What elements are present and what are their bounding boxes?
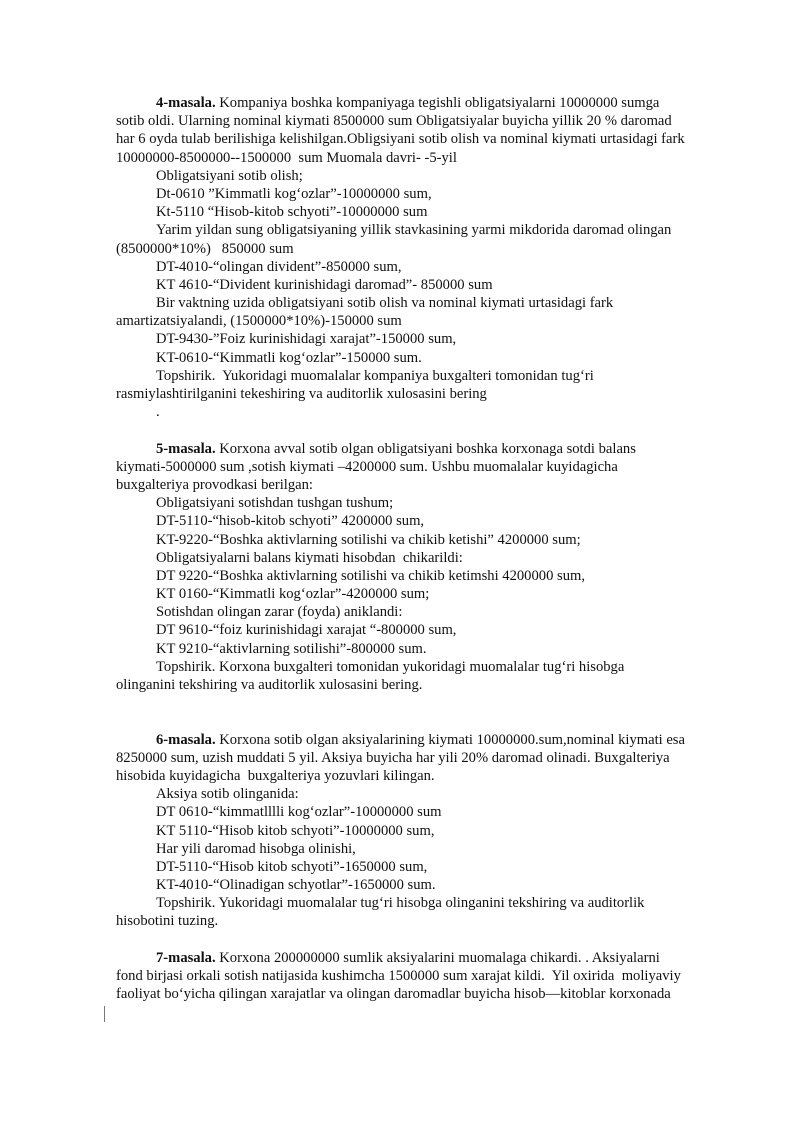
text-line (116, 349, 746, 367)
line-text: Bir vaktning uzida obligatsiyani sotib olish va nominal kiymati urtasidagi fark (156, 295, 614, 312)
text-line (116, 967, 746, 985)
line-text: KT 5110-“Hisob kitob schyoti”-10000000 sum, (156, 822, 435, 839)
line-text: DT 9610-“foiz kurinishidagi xarajat “-800000 sum, (156, 622, 457, 639)
line-text: KT-9220-“Boshka aktivlarning sotilishi va chikib ketishi” 4200000 sum; (156, 531, 581, 548)
problem-heading: 5-masala. (156, 440, 216, 457)
text-line (116, 185, 746, 203)
text-line (116, 531, 746, 549)
document-body (116, 94, 746, 1003)
line-text: Topshirik. Korxona buxgalteri tomonidan yukoridagi muomalalar tug‘ri hisobga (156, 658, 625, 675)
line-text: Kt-5110 “Hisob-kitob schyoti”-10000000 sum (156, 204, 428, 221)
line-text: olinganini tekshiring va auditorlik xulosasini bering. (116, 677, 423, 693)
text-line (116, 567, 746, 585)
line-text: Obligatsiyani sotishdan tushgan tushum; (156, 495, 394, 512)
line-text: Yarim yildan sung obligatsiyaning yillik stavkasining yarmi mikdorida daromad olingan (156, 222, 672, 239)
text-line (116, 749, 746, 767)
text-line (116, 858, 746, 876)
line-text: (8500000*10%) 850000 sum (116, 240, 294, 257)
line-text: Topshirik. Yukoridagi muomalalar kompaniya buxgalteri tomonidan tug‘ri (156, 367, 594, 384)
problem-heading: 7-masala. (156, 949, 216, 966)
line-text: DT 9220-“Boshka aktivlarning sotilishi va chikib ketimshi 4200000 sum, (156, 567, 585, 584)
line-text: Topshirik. Yukoridagi muomalalar tug‘ri hisobga olinganini tekshiring va auditorlik (156, 895, 645, 912)
line-text: Korxona avval sotib olgan obligatsiyani boshka korxonaga sotdi balans (215, 440, 636, 457)
text-line (116, 494, 746, 512)
line-text: Korxona sotib olgan aksiyalarining kiymati 10000000.sum,nominal kiymati esa (215, 731, 685, 748)
text-line (116, 585, 746, 603)
text-line (116, 312, 746, 330)
text-line (116, 149, 746, 167)
text-line (116, 731, 746, 749)
line-text: KT 4610-“Divident kurinishidagi daromad”- 850000 sum (156, 276, 493, 293)
blank-line (116, 694, 746, 730)
text-line (116, 949, 746, 967)
text-line (116, 840, 746, 858)
line-text: har 6 oyda tulab berilishiga kelishilgan.Obligsiyani sotib olish va nominal kiymati urtasidagi fark (116, 131, 685, 148)
text-line (116, 476, 746, 494)
text-line (116, 458, 746, 476)
line-text: DT-5110-“hisob-kitob schyoti” 4200000 sum, (156, 513, 425, 530)
line-text: hisobida kuyidagicha buxgalteriya yozuvlari kilingan. (116, 767, 435, 784)
line-text: Kompaniya boshka kompaniyaga tegishli obligatsiyalarni 10000000 sumga (215, 95, 660, 111)
text-line (116, 767, 746, 785)
line-text: hisobotini tuzing. (116, 913, 219, 930)
line-text: Aksiya sotib olinganida: (156, 786, 299, 803)
text-line (116, 112, 746, 130)
line-text: kiymati-5000000 sum ,sotish kiymati –4200000 sum. Ushbu muomalalar kuyidagicha (116, 458, 618, 475)
line-text: Obligatsiyani sotib olish; (156, 167, 303, 184)
text-line (116, 912, 746, 930)
line-text: buxgalteriya provodkasi berilgan: (116, 476, 313, 493)
text-line (116, 367, 746, 385)
line-text: Sotishdan olingan zarar (foyda) aniklandi: (156, 604, 403, 621)
text-line (116, 221, 746, 239)
line-text: Korxona 200000000 sumlik aksiyalarini muomalaga chikardi. . Aksiyalarni (215, 949, 660, 966)
text-line (116, 603, 746, 621)
line-text: KT 0160-“Kimmatli kog‘ozlar”-4200000 sum; (156, 586, 430, 603)
text-line (116, 94, 746, 112)
problem-heading: 4-masala. (156, 95, 216, 111)
blank-line (116, 421, 746, 439)
text-line (116, 130, 746, 148)
text-line (116, 385, 746, 403)
text-line (116, 240, 746, 258)
text-line (116, 894, 746, 912)
text-line (116, 676, 746, 694)
line-text: DT-5110-“Hisob kitob schyoti”-1650000 sum, (156, 858, 428, 875)
text-line (116, 167, 746, 185)
text-line (116, 276, 746, 294)
text-line (116, 440, 746, 458)
line-text: Har yili daromad hisobga olinishi, (156, 840, 356, 857)
text-line (116, 258, 746, 276)
line-text: amartizatsiyalandi, (1500000*10%)-150000 sum (116, 313, 402, 330)
line-text: KT-0610-“Kimmatli kog‘ozlar”-150000 sum. (156, 349, 422, 366)
change-bar (104, 1006, 105, 1022)
text-line (116, 621, 746, 639)
text-line (116, 294, 746, 312)
line-text: DT-4010-“olingan divident”-850000 sum, (156, 258, 402, 275)
line-text: 10000000-8500000--1500000 sum Muomala davri- -5-yil (116, 149, 457, 166)
text-line (116, 803, 746, 821)
text-line (116, 876, 746, 894)
text-line (116, 512, 746, 530)
line-text: . (156, 404, 160, 421)
text-line (116, 985, 746, 1003)
text-line (116, 785, 746, 803)
text-line (116, 330, 746, 348)
line-text: 8250000 sum, uzish muddati 5 yil. Aksiya buyicha har yili 20% daromad olinadi. Buxgalteriya (116, 749, 670, 766)
line-text: sotib oldi. Ularning nominal kiymati 8500000 sum Obligatsiyalar buyicha yillik 20 % daromad (116, 113, 672, 130)
line-text: fond birjasi orkali sotish natijasida kushimcha 1500000 sum xarajat kildi. Yil oxirida moliyaviy (116, 968, 681, 985)
text-line (116, 658, 746, 676)
line-text: KT 9210-“aktivlarning sotilishi”-800000 sum. (156, 640, 427, 657)
line-text: Obligatsiyalarni balans kiymati hisobdan chikarildi: (156, 549, 463, 566)
line-text: DT 0610-“kimmatlllli kog‘ozlar”-10000000 sum (156, 804, 442, 821)
problem-heading: 6-masala. (156, 731, 216, 748)
text-line (116, 203, 746, 221)
text-line (116, 822, 746, 840)
text-line (116, 549, 746, 567)
text-line (116, 640, 746, 658)
line-text: Dt-0610 ”Kimmatli kog‘ozlar”-10000000 sum, (156, 185, 432, 202)
line-text: DT-9430-”Foiz kurinishidagi xarajat”-150000 sum, (156, 331, 457, 348)
line-text: KT-4010-“Olinadigan schyotlar”-1650000 sum. (156, 877, 436, 894)
line-text: faoliyat bo‘yicha qilingan xarajatlar va olingan daromadlar buyicha hisob—kitoblar korxonada (116, 986, 671, 1003)
text-line (116, 403, 746, 421)
blank-line (116, 931, 746, 949)
line-text: rasmiylashtirilganini tekeshiring va auditorlik xulosasini bering (116, 386, 487, 402)
